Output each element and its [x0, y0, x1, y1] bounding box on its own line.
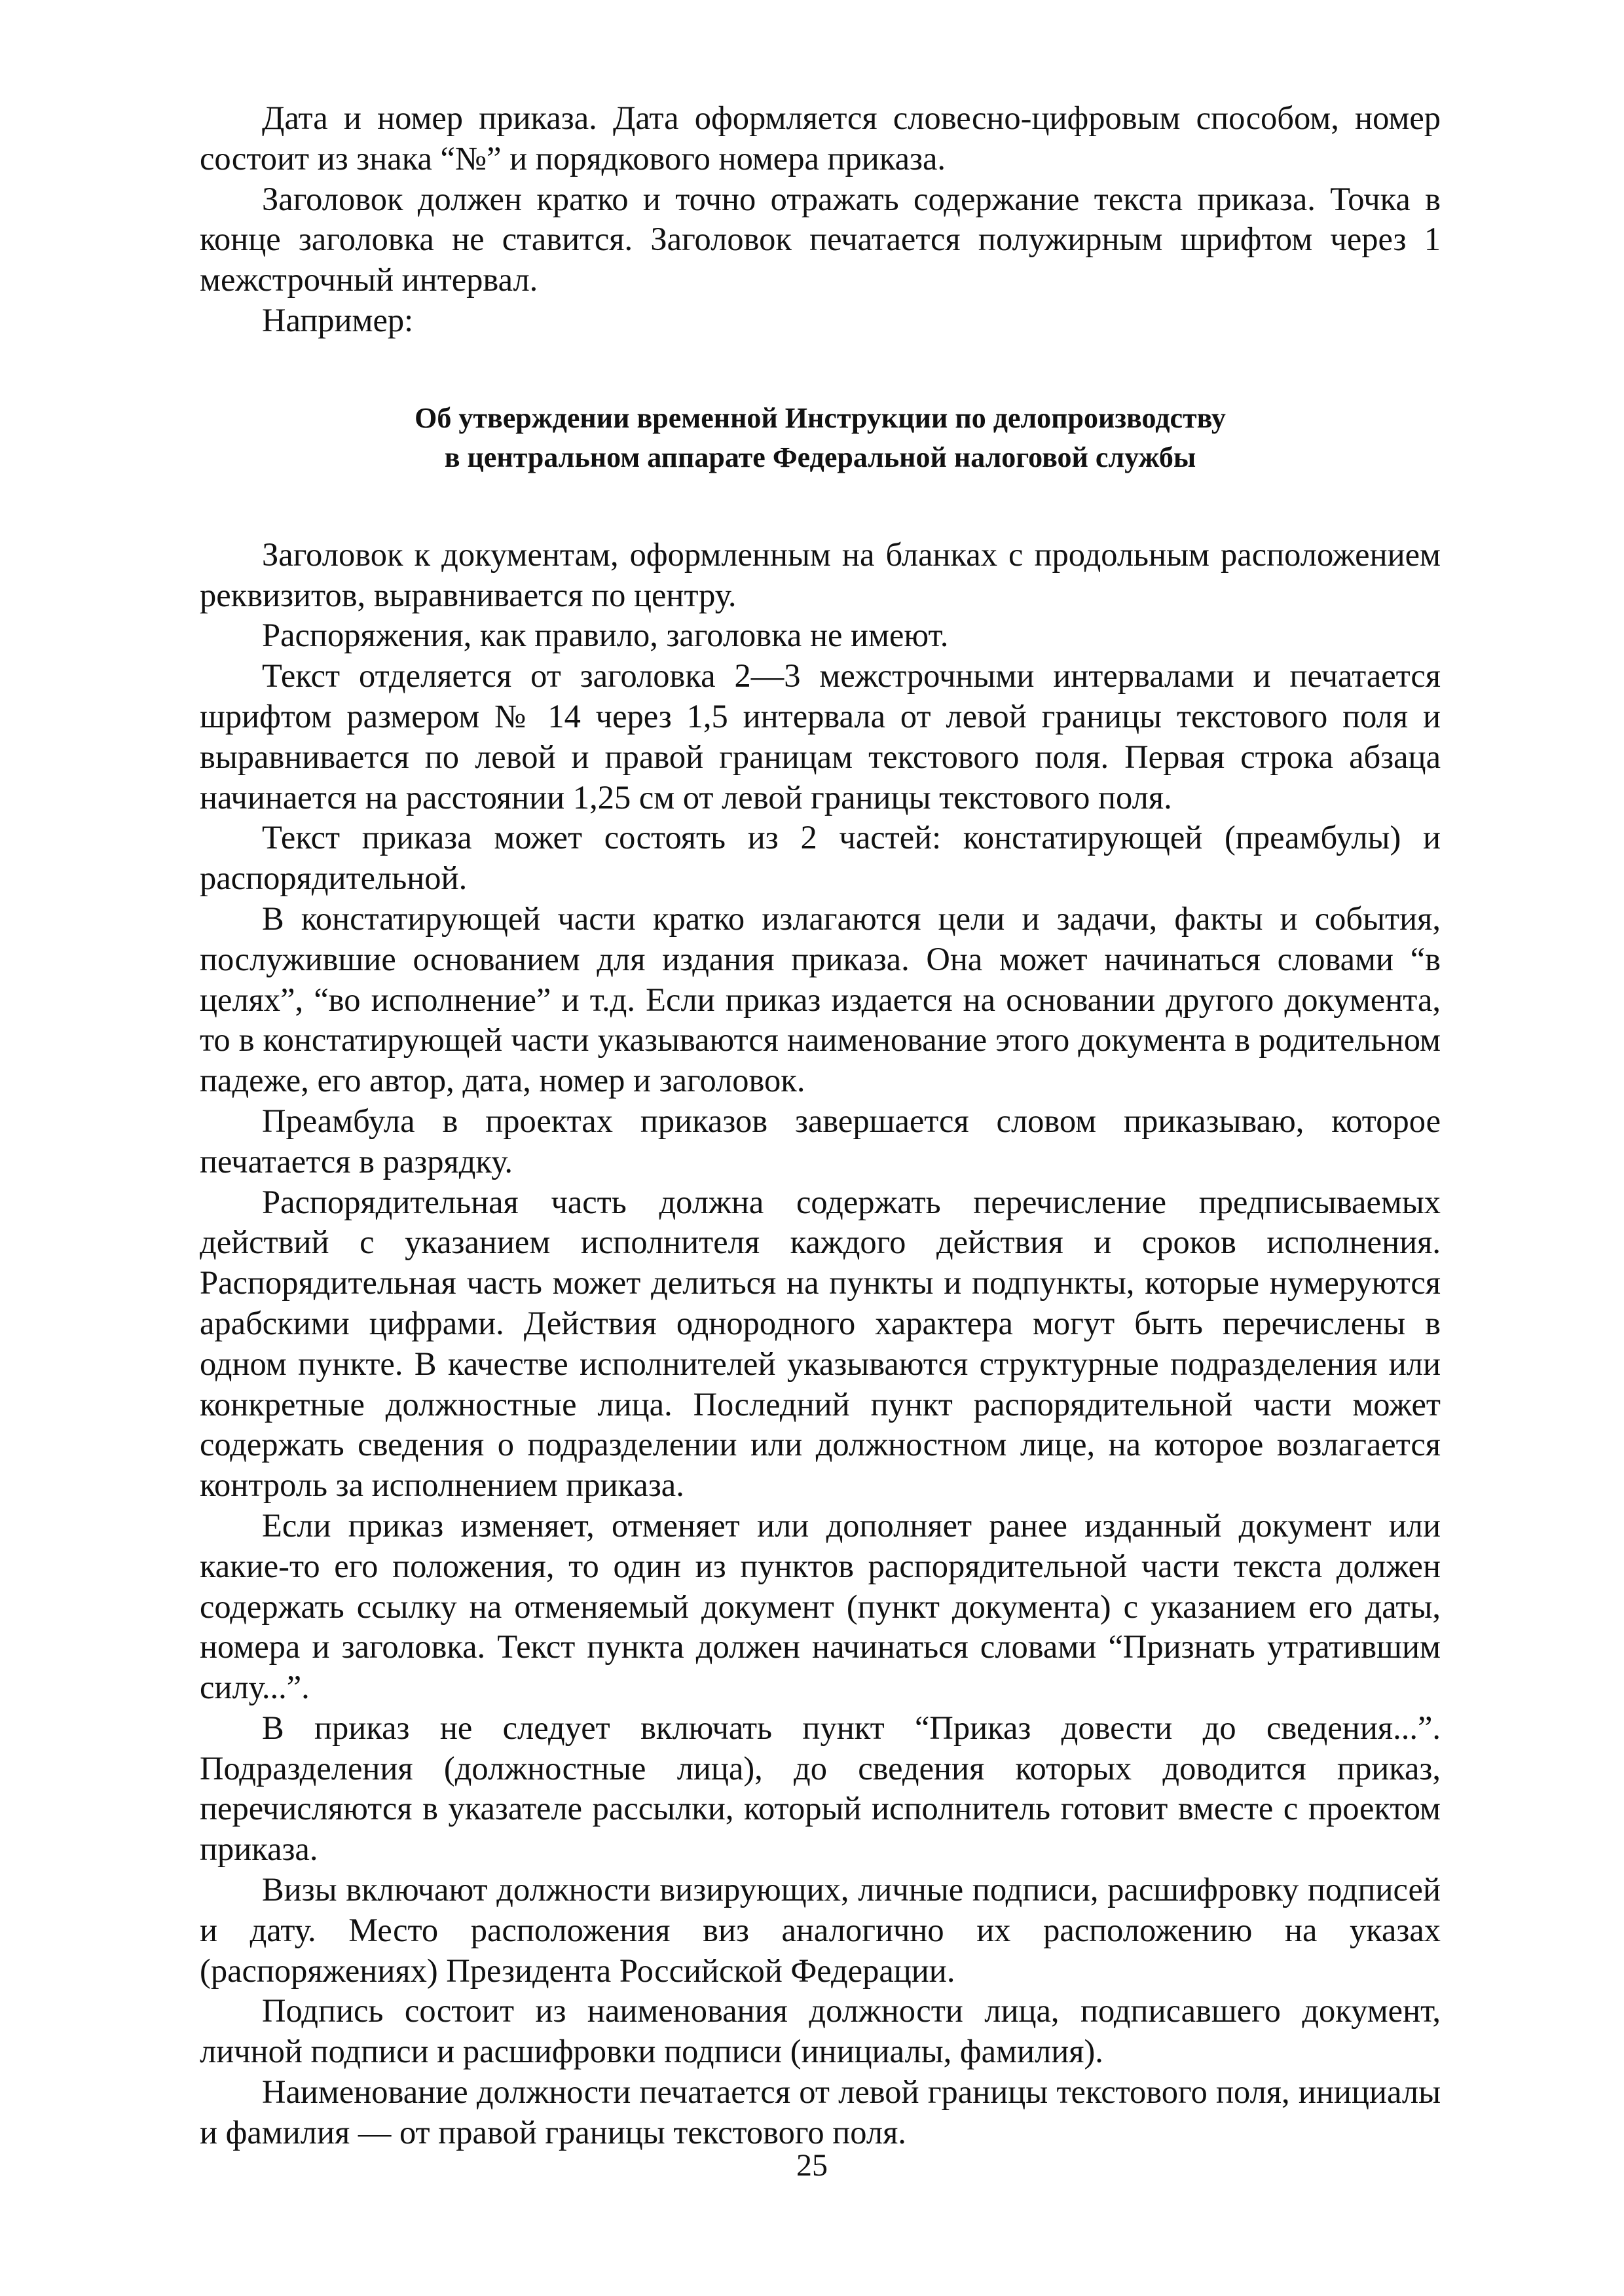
example-heading [200, 399, 1441, 477]
paragraph-visas: Визы включают должности визирующих, личные подписи, расшифровку подписей и дату. Место расположения виз аналогично их расположению на указах (распоряжениях) Президента Российской Федерации. [200, 1871, 1441, 1989]
paragraph-text-formatting: Текст отделяется от заголовка 2—3 межстрочными интервалами и печатается шрифтом размером № 14 через 1,5 интервала от левой границы текстового поля и выравнивается по левой и правой границам текстового поля. Первая строка абзаца начинается на расстоянии 1,25 см от левой границы текстового поля. [200, 657, 1441, 816]
paragraph-heading-rules: Заголовок должен кратко и точно отражать содержание текста приказа. Точка в конце заголовка не ставится. Заголовок печатается полужирным шрифтом через 1 межстрочный интервал. [200, 180, 1441, 299]
example-heading-line-2: в центральном аппарате Федеральной налоговой службы [444, 441, 1196, 473]
paragraph-preamble: Преамбула в проектах приказов завершается словом приказываю, которое печатается в разрядку. [200, 1102, 1441, 1180]
paragraph-signature: Подпись состоит из наименования должности лица, подписавшего документ, личной подписи и расшифровки подписи (инициалы, фамилия). [200, 1992, 1441, 2070]
paragraph-amendments: Если приказ изменяет, отменяет или дополняет ранее изданный документ или какие-то его положения, то один из пунктов распорядительной части текста должен содержать ссылку на отменяемый документ (пункт документа) с указанием его даты, номера и заголовка. Текст пункта должен начинаться словами “Признать утратившим силу...”. [200, 1506, 1441, 1706]
paragraph-administrative-part: Распорядительная часть должна содержать перечисление предписываемых действий с указанием исполнителя каждого действия и сроков исполнения. Распорядительная часть может делиться на пункты и подпункты, которые нумеруются арабскими цифрами. Действия однородного характера могут быть перечислены в одном пункте. В качестве исполнителей указываются структурные подразделения или конкретные должностные лица. Последний пункт распорядительной части может содержать сведения о подразделении или должностном лице, на которое возлагается контроль за исполнением приказа. [200, 1183, 1441, 1504]
paragraph-orders-no-heading: Распоряжения, как правило, заголовка не имеют. [262, 617, 949, 654]
document-page [200, 98, 1441, 2259]
example-heading-line-1: Об утверждении временной Инструкции по делопроизводству [415, 401, 1226, 434]
page-number: 25 [796, 2148, 828, 2183]
paragraph-ascertaining-part: В констатирующей части кратко излагаются цели и задачи, факты и события, послужившие основанием для издания приказа. Она может начинаться словами “в целях”, “во исполнение” и т.д. Если приказ издается на основании другого документа, то в констатирующей части указываются наименование этого документа в родительном падеже, его автор, дата, номер и заголовок. [200, 900, 1441, 1099]
paragraph-distribution: В приказ не следует включать пункт “Приказ довести до сведения...”. Подразделения (должностные лица), до сведения которых доводится приказ, перечисляются в указателе рассылки, который исполнитель готовит вместе с проектом приказа. [200, 1709, 1441, 1868]
paragraph-example-label: Например: [262, 301, 414, 338]
paragraph-heading-alignment: Заголовок к документам, оформленным на бланках с продольным расположением реквизитов, выравнивается по центру. [200, 536, 1441, 613]
paragraph-text-parts: Текст приказа может состоять из 2 частей: констатирующей (преамбулы) и распорядительной. [200, 819, 1441, 897]
paragraph-position-placement: Наименование должности печатается от левой границы текстового поля, инициалы и фамилия — от правой границы текстового поля. [200, 2073, 1441, 2151]
paragraph-order-date-number: Дата и номер приказа. Дата оформляется словесно-цифровым способом, номер состоит из знака “№” и порядкового номера приказа. [200, 100, 1441, 177]
